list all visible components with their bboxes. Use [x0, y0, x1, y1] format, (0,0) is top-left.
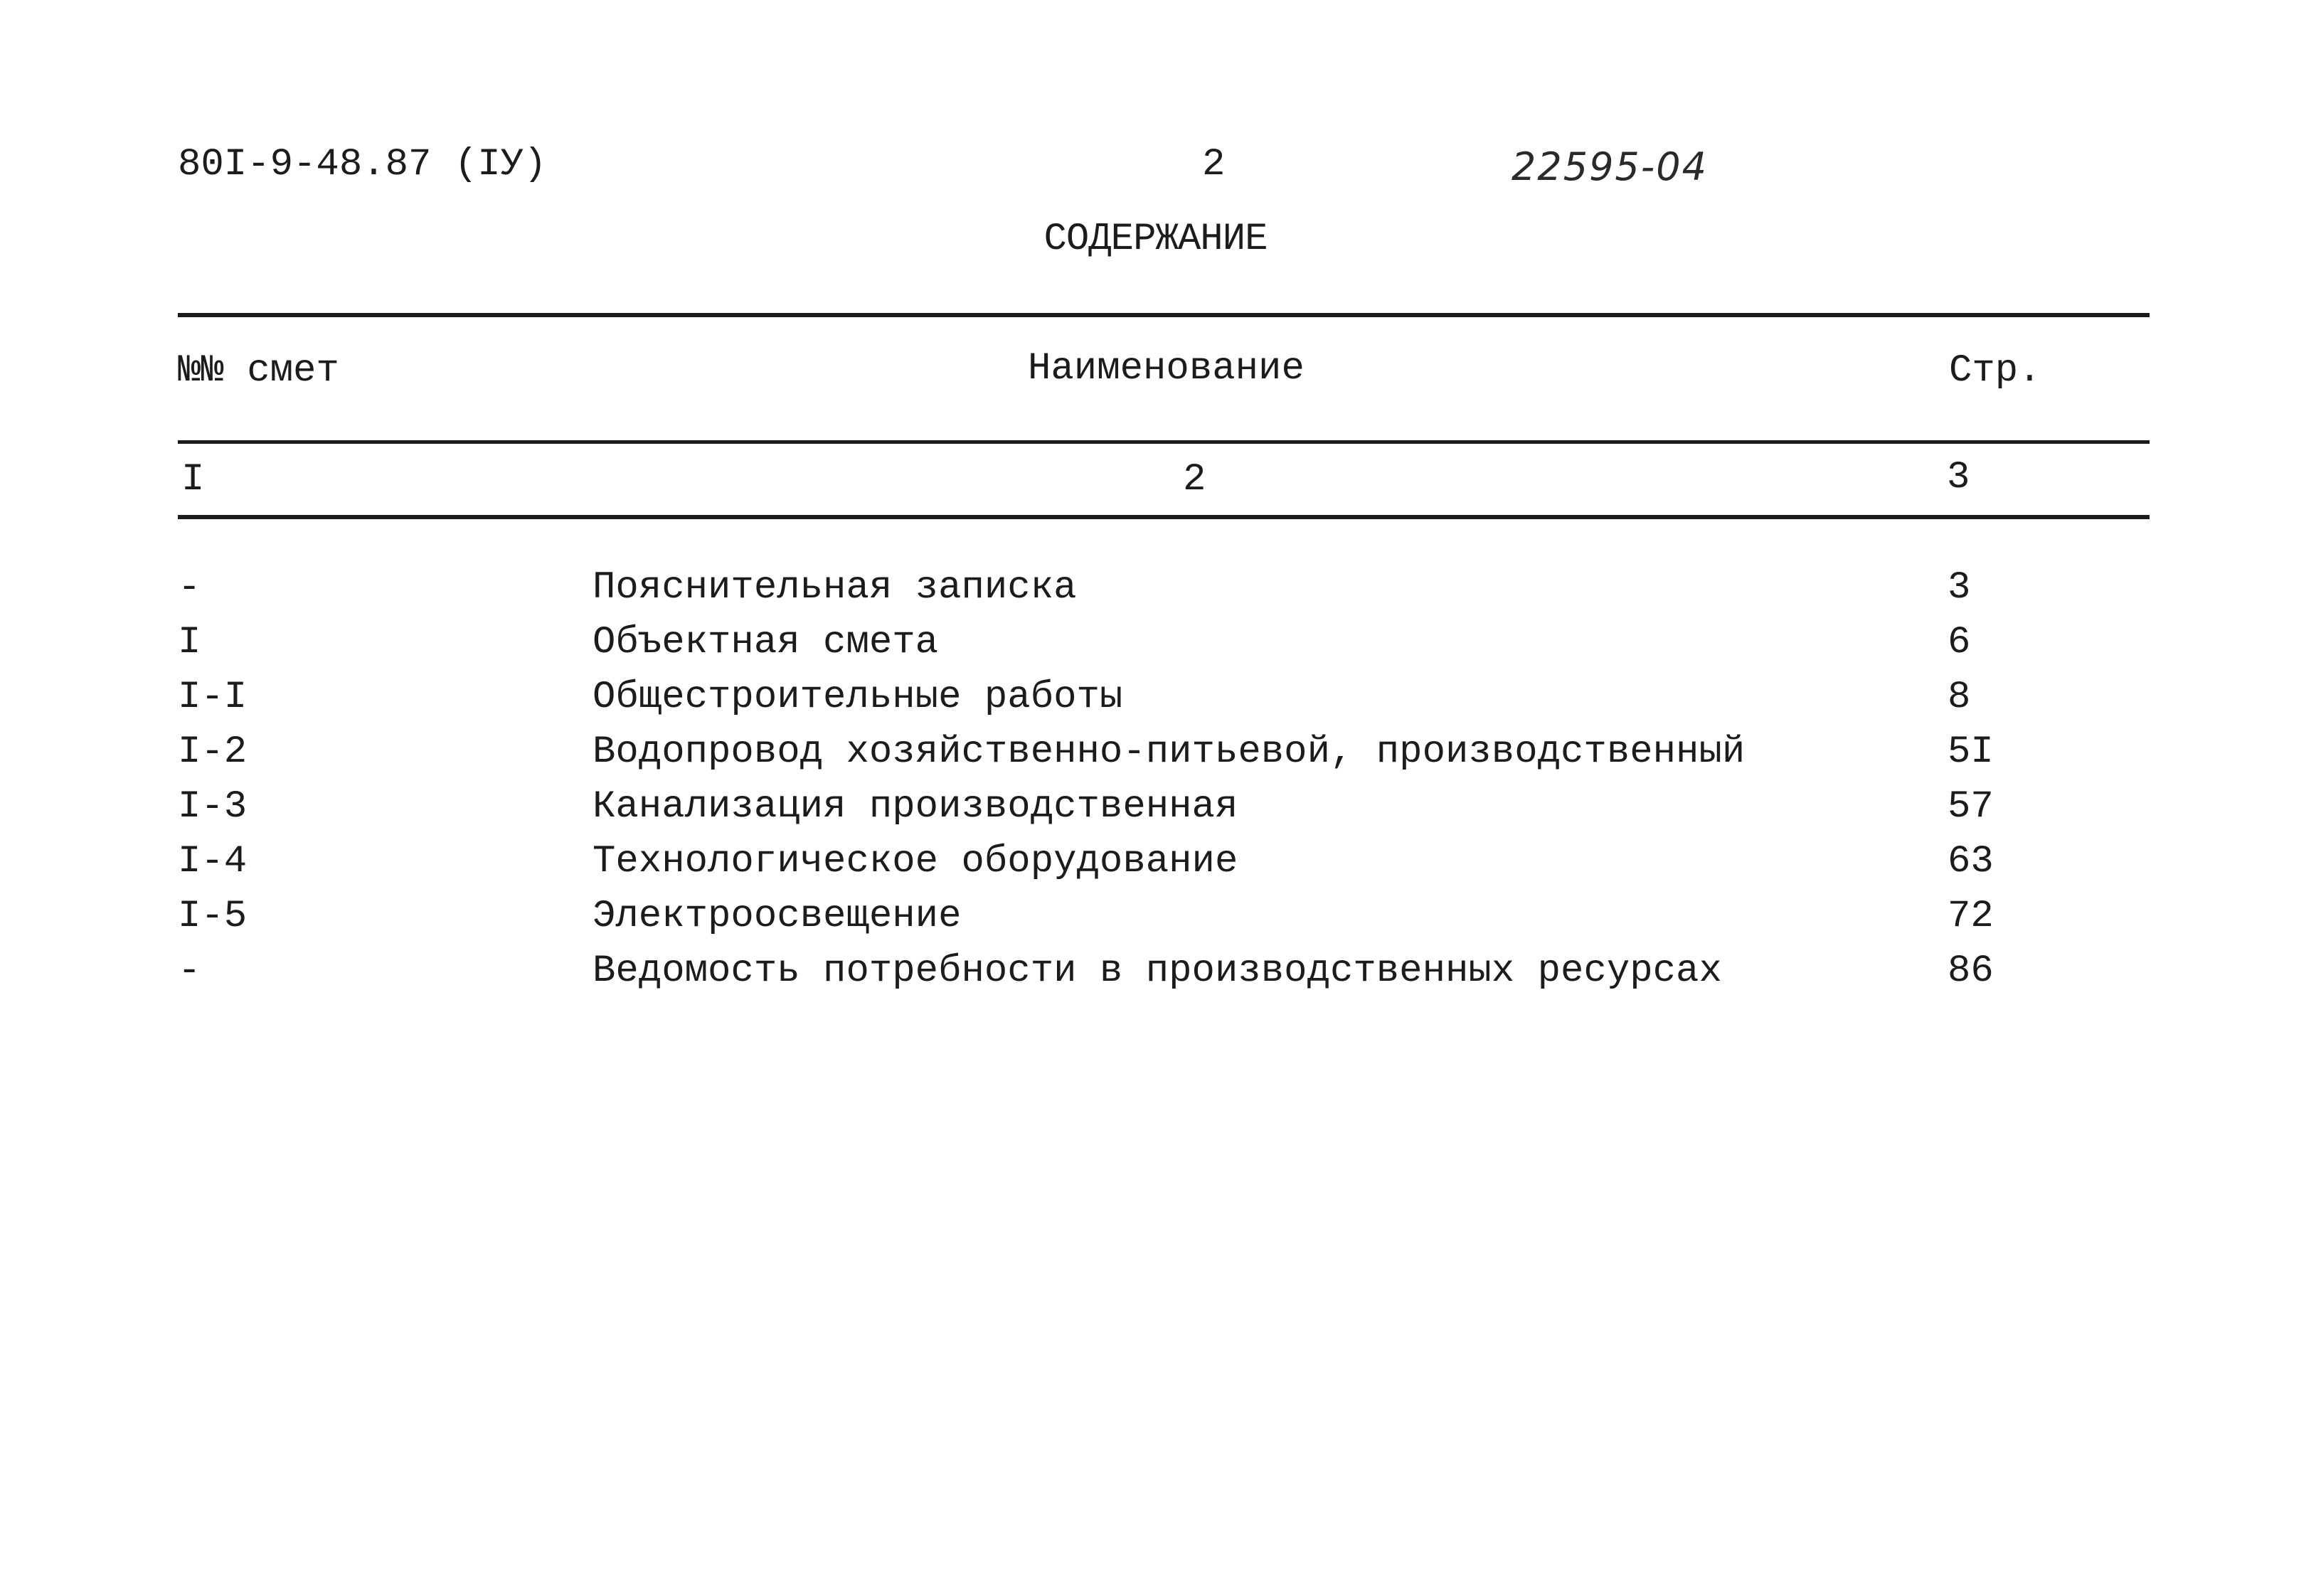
row-number: -	[178, 949, 201, 993]
page-title: СОДЕРЖАНИЕ	[1043, 218, 1268, 261]
row-name: Объектная смета	[593, 621, 939, 664]
row-page: 57	[1948, 785, 1994, 829]
row-number: -	[178, 566, 201, 610]
row-number: I-3	[178, 785, 248, 829]
column-index-2: 2	[1183, 458, 1206, 501]
column-header-number: №№ смет	[178, 349, 339, 393]
table-row	[0, 676, 2311, 733]
row-page: 63	[1948, 840, 1994, 883]
row-name: Канализация производственная	[593, 785, 1238, 829]
table-row	[0, 566, 2311, 624]
row-name: Водопровод хозяйственно-питьевой, производственный	[593, 730, 1746, 774]
column-header-page: Стр.	[1949, 349, 2041, 393]
row-page: 72	[1948, 895, 1994, 938]
table-row	[0, 730, 2311, 788]
table-row	[0, 621, 2311, 679]
column-index-3: 3	[1947, 456, 1970, 499]
table-row	[0, 785, 2311, 843]
page-number: 2	[1202, 143, 1226, 186]
row-page: 3	[1948, 566, 1971, 610]
row-page: 8	[1948, 676, 1971, 719]
row-number: I-2	[178, 730, 248, 774]
table-top-rule	[178, 313, 2150, 317]
column-index-1: I	[181, 458, 205, 501]
row-name: Электроосвещение	[593, 895, 962, 938]
index-rule	[178, 515, 2150, 519]
registration-number: 22595-04	[1512, 144, 1708, 189]
row-number: I	[178, 621, 201, 664]
row-number: I-4	[178, 840, 248, 883]
row-number: I-I	[178, 676, 248, 719]
column-header-name: Наименование	[1028, 347, 1305, 390]
header-rule	[178, 440, 2150, 444]
table-row	[0, 895, 2311, 952]
row-page: 5I	[1948, 730, 1994, 774]
row-page: 6	[1948, 621, 1971, 664]
document-code: 80I-9-48.87 (IУ)	[178, 143, 547, 186]
row-name: Ведомость потребности в производственных ресурсах	[593, 949, 1722, 993]
row-name: Технологическое оборудование	[593, 840, 1238, 883]
table-row	[0, 949, 2311, 1007]
row-page: 86	[1948, 949, 1994, 993]
table-row	[0, 840, 2311, 898]
row-name: Общестроительные работы	[593, 676, 1123, 719]
row-name: Пояснительная записка	[593, 566, 1077, 610]
row-number: I-5	[178, 895, 248, 938]
